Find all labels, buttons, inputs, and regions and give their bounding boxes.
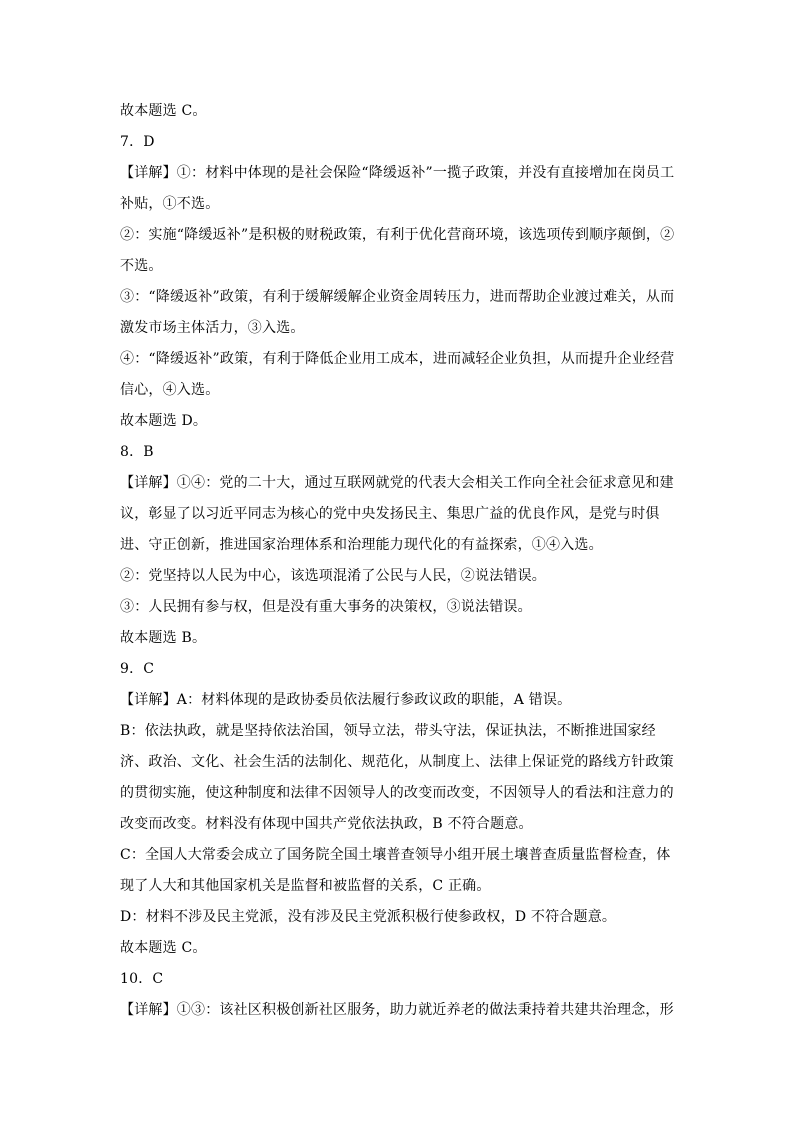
- explanation-line: 改变而改变。材料没有体现中国共产党依法执政，B 不符合题意。: [120, 816, 533, 832]
- answer-conclusion-line: 故本题选 D。: [120, 413, 208, 429]
- answer-conclusion-line: 故本题选 C。: [120, 940, 207, 956]
- explanation-line: C：全国人大常委会成立了国务院全国土壤普查领导小组开展土壤普查质量监督检查，体: [120, 847, 671, 863]
- explanation-line: 现了人大和其他国家机关是监督和被监督的关系，C 正确。: [120, 878, 491, 894]
- question-answer-heading: 7．D: [120, 134, 155, 150]
- explanation-line: 激发市场主体活力，③入选。: [120, 320, 305, 336]
- answer-conclusion-line: 故本题选 B。: [120, 630, 207, 646]
- explanation-line: 【详解】A：材料体现的是政协委员依法履行参政议政的职能，A 错误。: [120, 692, 572, 708]
- answer-conclusion-line: 故本题选 C。: [120, 103, 207, 119]
- explanation-line: 济、政治、文化、社会生活的法制化、规范化，从制度上、法律上保证党的路线方针政策: [120, 754, 674, 770]
- question-answer-heading: 9．C: [120, 661, 155, 677]
- explanation-line: 不选。: [120, 258, 163, 274]
- explanation-line: ③：“降缓返补”政策，有利于缓解缓解企业资金周转压力，进而帮助企业渡过难关，从而: [120, 289, 675, 305]
- explanation-line: 议，彰显了以习近平同志为核心的党中央发扬民主、集思广益的优良作风，是党与时俱: [120, 506, 660, 522]
- explanation-line: ③：人民拥有参与权，但是没有重大事务的决策权，③说法错误。: [120, 599, 532, 615]
- explanation-line: ②：党坚持以人民为中心，该选项混淆了公民与人民，②说法错误。: [120, 568, 546, 584]
- question-answer-heading: 8．B: [120, 444, 154, 460]
- explanation-line: 补贴，①不选。: [120, 196, 220, 212]
- explanation-line: ④：“降缓返补”政策，有利于降低企业用工成本，进而减轻企业负担，从而提升企业经营: [120, 351, 675, 367]
- explanation-line: 的贯彻实施，使这种制度和法律不因领导人的改变而改变，不因领导人的看法和注意力的: [120, 785, 674, 801]
- explanation-line: 【详解】①④：党的二十大，通过互联网就党的代表大会相关工作向全社会征求意见和建: [120, 475, 674, 491]
- explanation-line: 信心，④入选。: [120, 382, 220, 398]
- explanation-line: 【详解】①：材料中体现的是社会保险“降缓返补”一揽子政策，并没有直接增加在岗员工: [120, 165, 675, 181]
- question-answer-heading: 10．C: [120, 971, 164, 987]
- explanation-line: ②：实施“降缓返补”是积极的财税政策，有利于优化营商环境，该选项传到顺序颠倒，②: [120, 227, 675, 243]
- explanation-line: D：材料不涉及民主党派，没有涉及民主党派积极行使参政权，D 不符合题意。: [120, 909, 617, 925]
- explanation-line: 【详解】①③：该社区积极创新社区服务，助力就近养老的做法秉持着共建共治理念，形: [120, 1002, 674, 1018]
- explanation-line: 进、守正创新，推进国家治理体系和治理能力现代化的有益探索，①④入选。: [120, 537, 603, 553]
- explanation-line: B：依法执政，就是坚持依法治国，领导立法，带头守法，保证执法，不断推进国家经: [120, 723, 656, 739]
